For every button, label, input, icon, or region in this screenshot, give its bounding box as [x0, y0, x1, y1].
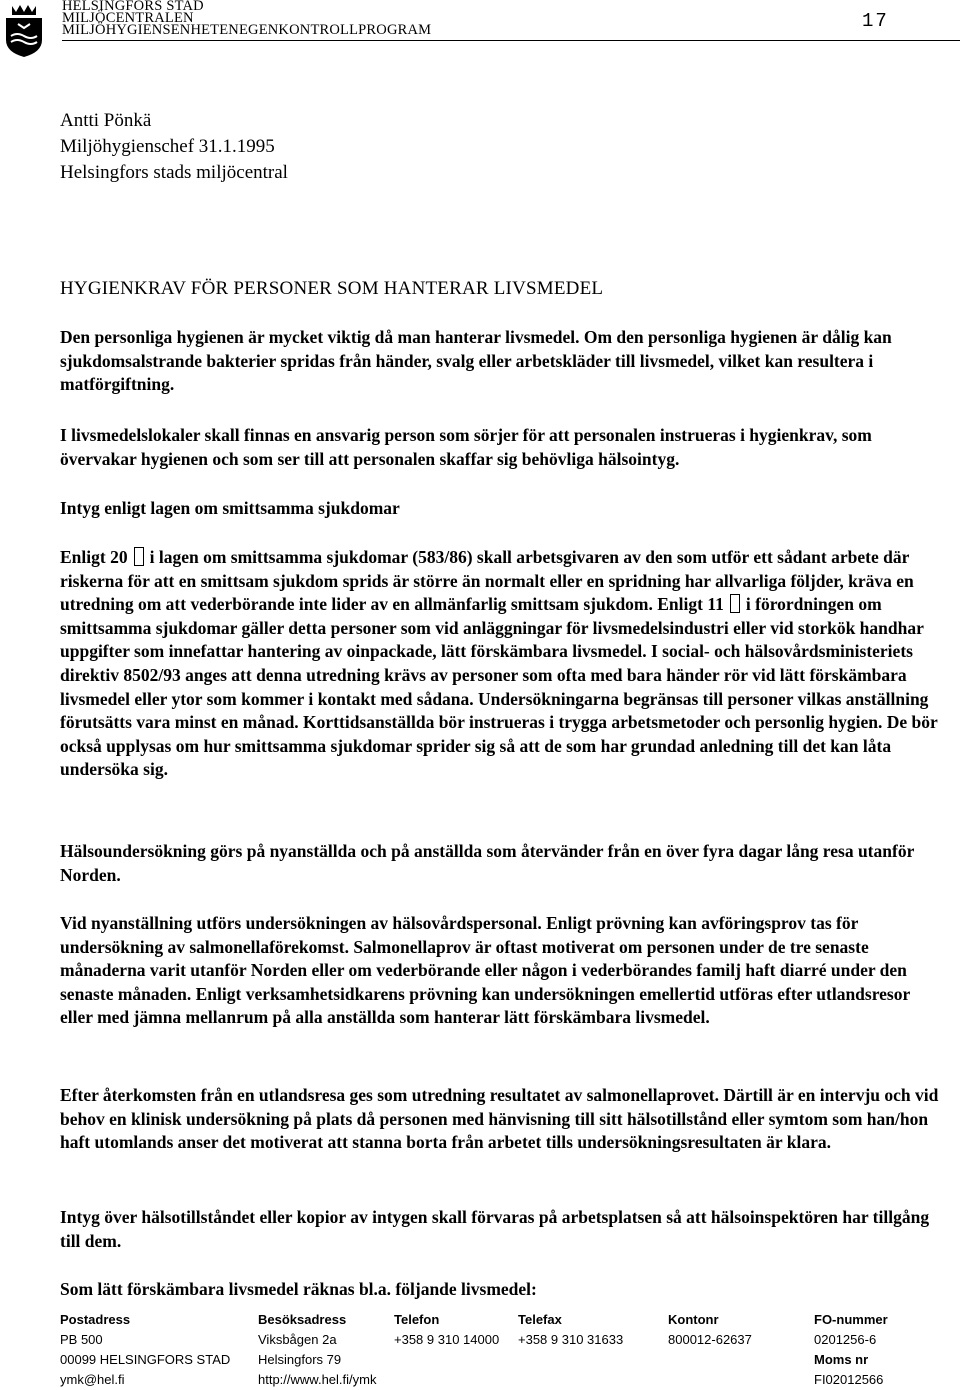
paragraph-text: Vid nyanställning utförs undersökningen av hälsovårdspersonal. Enligt prövning kan avföringsprov tas för undersökning av salmonellaförekomst. Salmonellaprov är oftast motiverat om personen under de tre senaste månaderna varit utanför Norden eller om vederbörande eller någon i vederbörandes familj haft diarré under den senaste månaden. Enligt verksamhetsidkarens prövning kan undersökningen emellertid utföras efter utlandsresor eller med jämna mellanrum på alla anställda som hanterar lätt förskämbara livsmedel. — [60, 913, 910, 1028]
paragraph-return — [60, 1084, 942, 1155]
paragraph-perishables — [60, 1278, 942, 1302]
author-block — [60, 108, 288, 186]
footer-fonummer: FO-nummer 0201256-6 Moms nr FI02012566 — [814, 1312, 888, 1387]
footer-telefax: Telefax +358 9 310 31633 — [518, 1312, 624, 1347]
footer-postadress: Postadress PB 500 00099 HELSINGFORS STAD ymk@hel.fi — [60, 1310, 230, 1390]
paragraph-intro — [60, 326, 942, 397]
footer-telefon: Telefon +358 9 310 14000 — [394, 1312, 500, 1347]
helsinki-crest-icon — [4, 2, 44, 58]
paragraph-text: Intyg över hälsotillståndet eller kopior av intygen skall förvaras på arbetsplatsen så att hälsoinspektören har tillgång till dem. — [60, 1207, 930, 1251]
paragraph-responsible — [60, 424, 942, 471]
page-number: 17 — [862, 10, 889, 32]
paragraph-text: Enligt 20 i lagen om smittsamma sjukdomar (583/86) skall arbetsgivaren av den som utför ett sådant arbete där riskerna för att en smittsam sjukdom sprids är större än normalt eller en spridning har allvarliga följder, kräva en utredning om att vederbörande inte lider av en allmänfarlig smittsam sjukdom. Enligt 11 i förordningen om smittsamma sjukdomar gäller detta personer som vid anläggningar för livsmedelsindustri eller vid storkök handhar uppgifter som innefattar hantering av oinpackade, lätt förskämbara livsmedel. I social- och hälsovårdsministeriets direktiv 8502/93 anges att denna utredning krävs av personer som ofta med bara händer rör vid lätt förskämbara livsmedel eller ytor som kommer i kontakt med sådana. Undersökningarna begränsas till personer vilkas anställning förutsätts vara minst en månad. Korttidsanställda bör instrueras i trygga arbetsmetoder och personlig hygien. De bör också upplysas om hur smittsamma sjukdomar sprider sig så att de som har grundad anledning till det kan låta undersöka sig. — [60, 547, 938, 780]
section-sign-icon — [730, 594, 740, 613]
header-divider — [62, 40, 960, 41]
paragraph-text: Som lätt förskämbara livsmedel räknas bl.a. följande livsmedel: — [60, 1279, 537, 1299]
letterhead-city: HELSINGFORS STAD — [62, 0, 204, 14]
paragraph-text: Den personliga hygienen är mycket viktig då man hanterar livsmedel. Om den personliga hygienen är dålig kan sjukdomsalstrande bakterier spridas från händer, svalg eller arbetskläder till livsmedel, vilket kan resultera i matförgiftning. — [60, 327, 892, 395]
paragraph-law — [60, 546, 942, 782]
author-org: Helsingfors stads miljöcentral — [60, 162, 288, 183]
footer-besoksadress: Besöksadress Viksbågen 2a Helsingfors 79 http://www.hel.fi/ymk — [258, 1310, 376, 1390]
paragraph-text: I livsmedelslokaler skall finnas en ansvarig person som sörjer för att personalen instrueras i hygienkrav, som övervakar hygienen och som ser till att personalen skaffar sig behövliga hälsointyg. — [60, 425, 872, 469]
letterhead-program: MILJÖHYGIENSENHETENEGENKONTROLLPROGRAM — [62, 22, 432, 38]
footer-website: http://www.hel.fi/ymk — [258, 1372, 377, 1387]
paragraph-certificate — [60, 1206, 942, 1253]
paragraph-text: Efter återkomsten från en utlandsresa ges som utredning resultatet av salmonellaprovet. Därtill är en intervju och vid behov en klinisk undersökning på plats då personen med hänvisning till sitt hälsotillstånd eller symtom som han/hon haft utomlands anser det motiverat att stanna borta från arbetet tills undersökningsresultaten är klara. — [60, 1085, 939, 1153]
letterhead-department: MILJÖCENTRALEN — [62, 10, 194, 26]
letterhead — [62, 0, 431, 36]
paragraph-new-hire — [60, 912, 942, 1030]
paragraph-text: Hälsoundersökning görs på nyanställda och på anställda som återvänder från en över fyra dagar lång resa utanför Norden. — [60, 841, 915, 885]
section-sign-icon — [134, 547, 144, 566]
footer-kontonr: Kontonr 800012-62637 — [668, 1312, 752, 1347]
author-name: Antti Pönkä — [60, 110, 152, 131]
section-subheading: Intyg enligt lagen om smittsamma sjukdomar — [60, 498, 400, 518]
author-role: Miljöhygienschef 31.1.1995 — [60, 136, 275, 157]
paragraph-health-check — [60, 840, 942, 887]
document-title: HYGIENKRAV FÖR PERSONER SOM HANTERAR LIVSMEDEL — [60, 278, 604, 299]
footer-email: ymk@hel.fi — [60, 1372, 125, 1387]
